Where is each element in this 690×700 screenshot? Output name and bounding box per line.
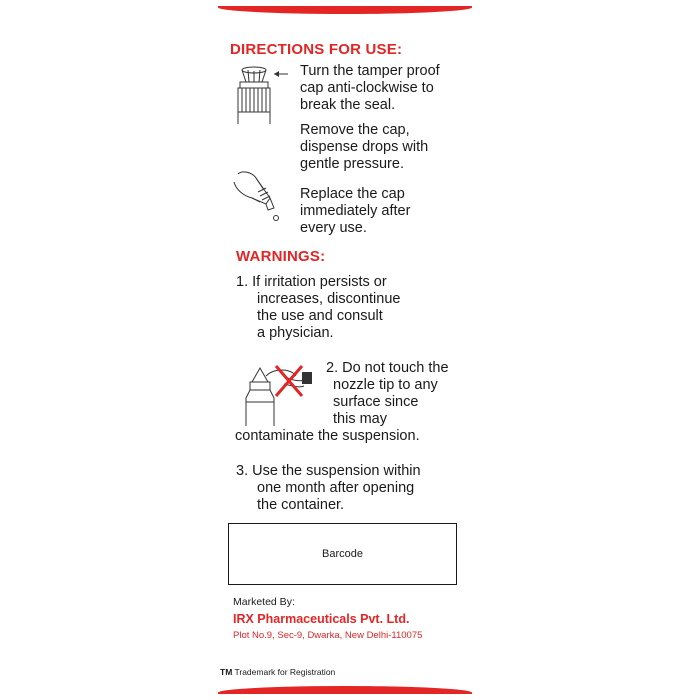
trademark-text: Trademark for Registration — [234, 667, 336, 677]
warning-2-continued: contaminate the suspension. — [235, 428, 420, 444]
step-1-text — [300, 63, 440, 114]
dropper-tip-icon — [232, 168, 282, 226]
warning-1-line: the use and consult — [257, 308, 383, 324]
warning-2-line: 2. Do not touch the — [326, 360, 449, 376]
warning-3-line: one month after opening — [257, 480, 415, 496]
step-3-line: every use. — [300, 220, 367, 236]
warning-2-line: this may — [333, 411, 387, 427]
step-2-line: Remove the cap, — [300, 122, 410, 138]
directions-heading: DIRECTIONS FOR USE: — [230, 41, 403, 58]
warning-3-line: 3. Use the suspension within — [236, 463, 421, 479]
warnings-heading: WARNINGS: — [236, 248, 326, 265]
trademark-symbol: TM — [220, 667, 233, 677]
barcode-box — [228, 523, 457, 585]
warning-3-line: the container. — [257, 497, 345, 513]
warning-1-text — [236, 274, 400, 342]
warning-3-text — [236, 463, 421, 514]
step-3-line: immediately after — [300, 203, 411, 219]
trademark-note — [220, 667, 335, 677]
company-name: IRX Pharmaceuticals Pvt. Ltd. — [233, 612, 410, 626]
warning-2-line: nozzle tip to any — [333, 377, 438, 393]
bottle-cap-with-arrow-icon — [232, 62, 290, 126]
step-2-line: dispense drops with — [300, 139, 429, 155]
warning-2-line: surface since — [333, 394, 419, 410]
marketed-by-label: Marketed By: — [233, 596, 295, 608]
bottom-red-band — [218, 686, 472, 694]
barcode-label: Barcode — [322, 548, 363, 560]
do-not-touch-nozzle-icon — [244, 362, 320, 426]
step-1-line: cap anti-clockwise to — [300, 80, 434, 96]
company-address: Plot No.9, Sec-9, Dwarka, New Delhi-110075 — [233, 630, 423, 641]
step-2-line: gentle pressure. — [300, 156, 404, 172]
step-3-text — [300, 186, 410, 237]
warning-1-line: 1. If irritation persists or — [236, 274, 387, 290]
warning-1-line: increases, discontinue — [257, 291, 401, 307]
warning-1-line: a physician. — [257, 325, 334, 341]
step-2-text — [300, 122, 428, 173]
warning-2-text — [326, 360, 449, 428]
step-1-line: break the seal. — [300, 97, 396, 113]
step-3-line: Replace the cap — [300, 186, 405, 202]
step-1-line: Turn the tamper proof — [300, 63, 440, 79]
